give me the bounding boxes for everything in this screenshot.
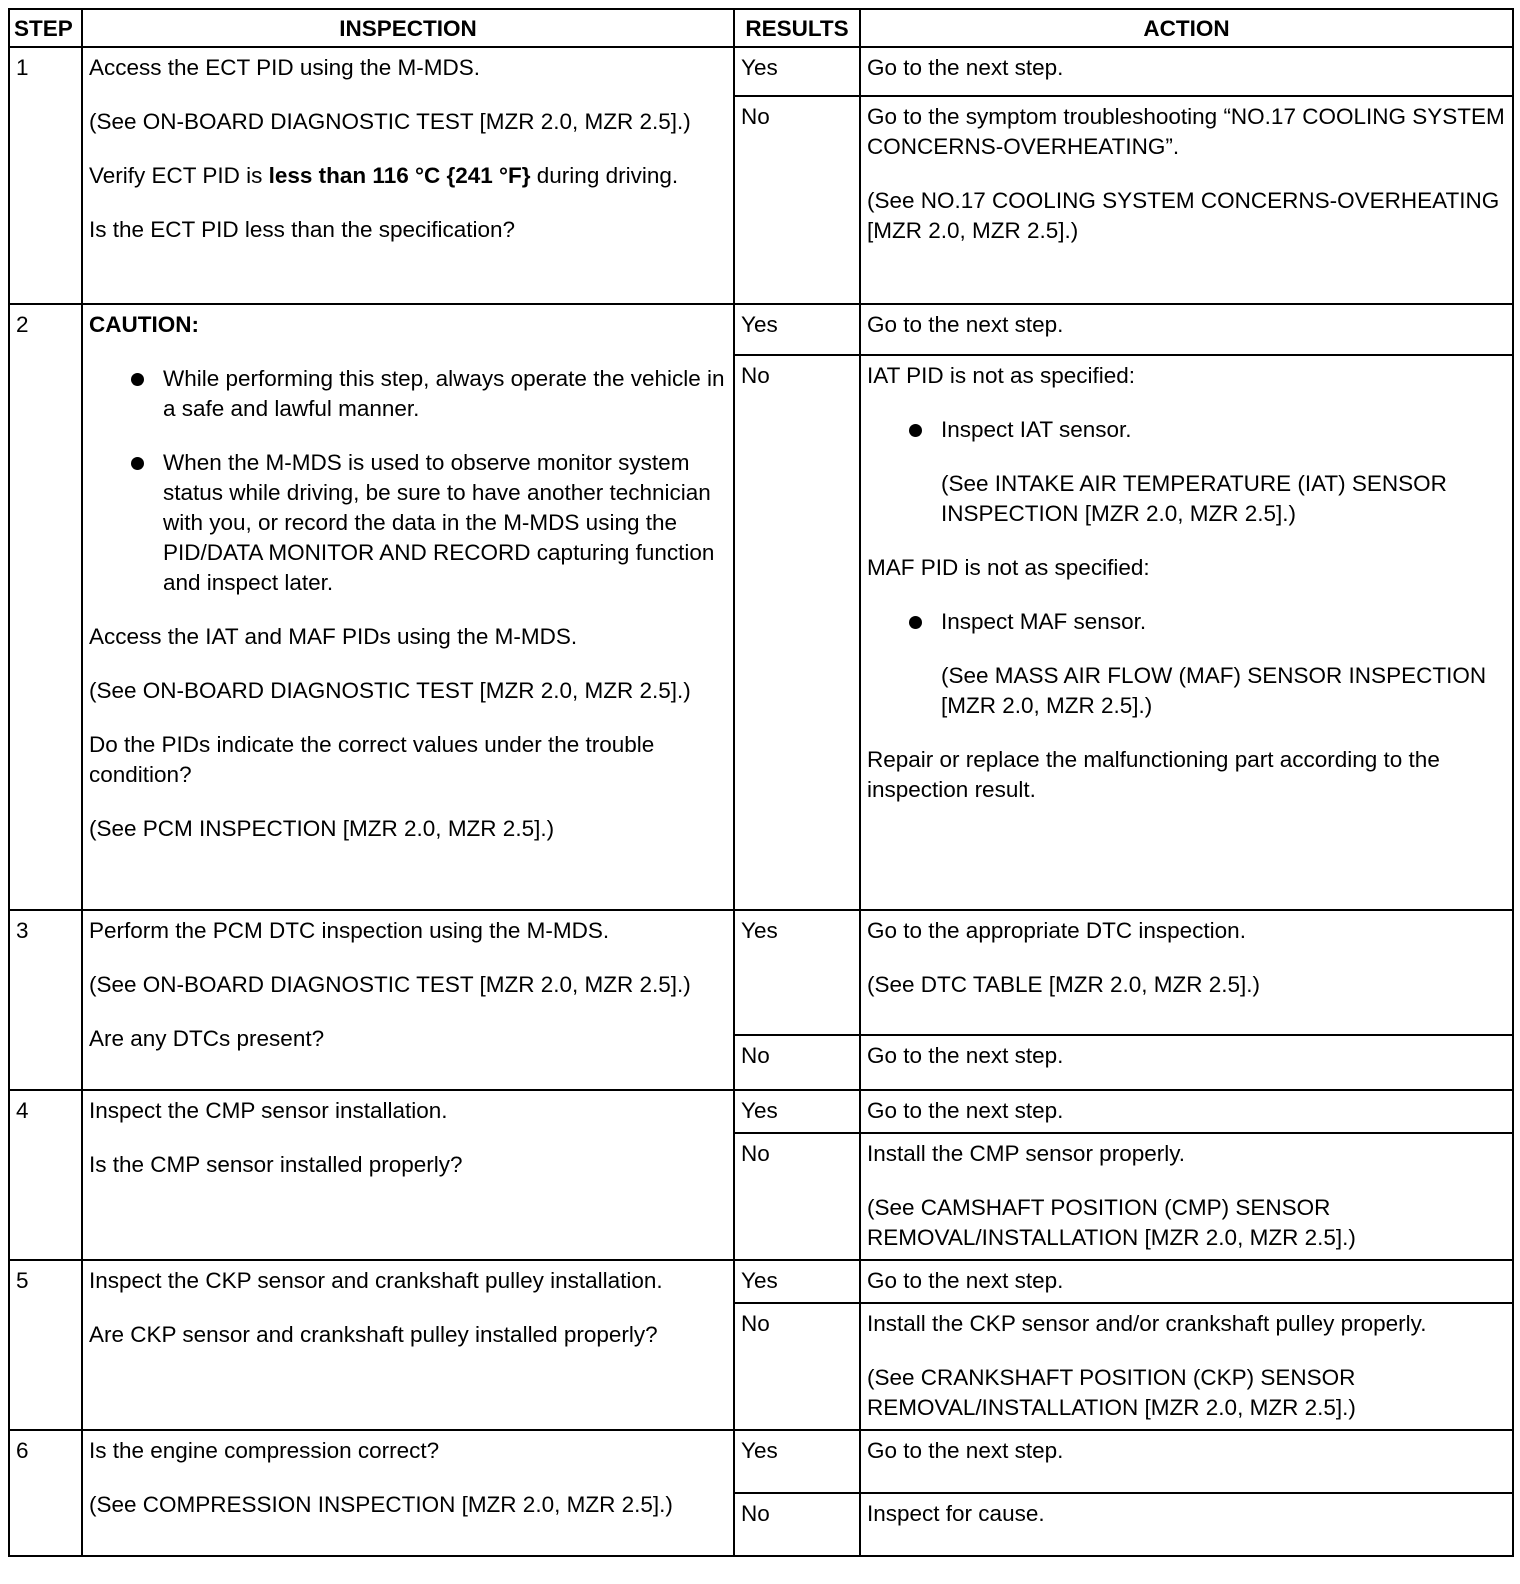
caution-item: When the M-MDS is used to observe monitor system status while driving, be sure to have another technician with you, or record the data in the M-MDS using the PID/DATA MONITOR AND RECORD capturing function and inspect later.: [125, 448, 727, 598]
action-reference: (See DTC TABLE [MZR 2.0, MZR 2.5].): [867, 972, 1261, 997]
result-no: No: [734, 355, 860, 910]
action-text: MAF PID is not as specified:: [867, 555, 1150, 580]
action-reference: (See CAMSHAFT POSITION (CMP) SENSOR REMOVAL/INSTALLATION [MZR 2.0, MZR 2.5].): [867, 1195, 1356, 1250]
step-4-yes-row: [9, 1090, 1513, 1133]
action-no: Inspect for cause.: [860, 1493, 1513, 1556]
step-1-yes-row: [9, 47, 1513, 96]
inspection-question: Are CKP sensor and crankshaft pulley installed properly?: [89, 1322, 658, 1347]
action-text: IAT PID is not as specified:: [867, 363, 1136, 388]
step-2-yes-row: [9, 304, 1513, 355]
result-no: No: [734, 1493, 860, 1556]
inspection-reference: (See PCM INSPECTION [MZR 2.0, MZR 2.5].): [89, 816, 555, 841]
step-6-yes-row: [9, 1430, 1513, 1493]
action-no: Go to the next step.: [860, 1035, 1513, 1090]
caution-heading: CAUTION:: [89, 312, 199, 337]
header-row: [9, 9, 1513, 47]
troubleshooting-document: [8, 8, 1514, 1557]
step-4-inspection: [82, 1090, 734, 1260]
result-yes: Yes: [734, 304, 860, 355]
inspection-text: Perform the PCM DTC inspection using the M-MDS.: [89, 918, 610, 943]
header-inspection: INSPECTION: [82, 9, 734, 47]
result-no: No: [734, 96, 860, 304]
step-number: 4: [9, 1090, 82, 1260]
inspection-reference: (See ON-BOARD DIAGNOSTIC TEST [MZR 2.0, MZR 2.5].): [89, 109, 691, 134]
action-yes: Go to the next step.: [860, 1430, 1513, 1493]
inspection-question: Are any DTCs present?: [89, 1026, 325, 1051]
result-no: No: [734, 1303, 860, 1430]
action-no: [860, 1303, 1513, 1430]
action-item: Inspect MAF sensor.: [903, 607, 1506, 637]
result-yes: Yes: [734, 1260, 860, 1303]
action-text: Go to the symptom troubleshooting “NO.17 COOLING SYSTEM CONCERNS-OVERHEATING”.: [867, 104, 1505, 159]
action-reference: (See CRANKSHAFT POSITION (CKP) SENSOR REMOVAL/INSTALLATION [MZR 2.0, MZR 2.5].): [867, 1365, 1356, 1420]
inspection-reference: (See ON-BOARD DIAGNOSTIC TEST [MZR 2.0, MZR 2.5].): [89, 678, 691, 703]
action-no: [860, 1133, 1513, 1260]
inspection-question: Do the PIDs indicate the correct values under the trouble condition?: [89, 732, 655, 787]
action-list: [867, 607, 1506, 637]
result-no: No: [734, 1035, 860, 1090]
inspection-text: Access the ECT PID using the M-MDS.: [89, 55, 480, 80]
step-6-inspection: [82, 1430, 734, 1556]
caution-list: [89, 364, 727, 598]
action-no: [860, 355, 1513, 910]
result-yes: Yes: [734, 1430, 860, 1493]
result-no: No: [734, 1133, 860, 1260]
inspection-text: Verify ECT PID is less than 116 °C {241 °F} during driving.: [89, 163, 679, 188]
action-yes: Go to the next step.: [860, 304, 1513, 355]
step-3-yes-row: [9, 910, 1513, 1035]
action-yes: [860, 910, 1513, 1035]
step-number: 5: [9, 1260, 82, 1430]
action-text: Install the CMP sensor properly.: [867, 1141, 1186, 1166]
action-yes: Go to the next step.: [860, 1260, 1513, 1303]
step-number: 6: [9, 1430, 82, 1556]
step-number: 2: [9, 304, 82, 910]
action-text: Install the CKP sensor and/or crankshaft pulley properly.: [867, 1311, 1427, 1336]
diagnostic-table: [8, 8, 1514, 1557]
action-yes: Go to the next step.: [860, 1090, 1513, 1133]
action-yes: Go to the next step.: [860, 47, 1513, 96]
header-step: STEP: [9, 9, 82, 47]
step-number: 3: [9, 910, 82, 1090]
header-results: RESULTS: [734, 9, 860, 47]
action-list: [867, 415, 1506, 445]
action-item: Inspect IAT sensor.: [903, 415, 1506, 445]
action-no: [860, 96, 1513, 304]
result-yes: Yes: [734, 1090, 860, 1133]
inspection-question: Is the CMP sensor installed properly?: [89, 1152, 463, 1177]
result-yes: Yes: [734, 910, 860, 1035]
step-5-yes-row: [9, 1260, 1513, 1303]
specification-value: less than 116 °C {241 °F}: [268, 163, 531, 188]
inspection-reference: (See ON-BOARD DIAGNOSTIC TEST [MZR 2.0, MZR 2.5].): [89, 972, 691, 997]
step-3-inspection: [82, 910, 734, 1090]
inspection-text: Inspect the CKP sensor and crankshaft pulley installation.: [89, 1268, 663, 1293]
step-2-inspection: [82, 304, 734, 910]
caution-item: While performing this step, always operate the vehicle in a safe and lawful manner.: [125, 364, 727, 424]
action-reference: (See NO.17 COOLING SYSTEM CONCERNS-OVERHEATING [MZR 2.0, MZR 2.5].): [867, 188, 1500, 243]
inspection-reference: (See COMPRESSION INSPECTION [MZR 2.0, MZR 2.5].): [89, 1492, 673, 1517]
step-number: 1: [9, 47, 82, 304]
action-text: Repair or replace the malfunctioning part according to the inspection result.: [867, 747, 1440, 802]
step-5-inspection: [82, 1260, 734, 1430]
inspection-question: Is the engine compression correct?: [89, 1438, 440, 1463]
header-action: ACTION: [860, 9, 1513, 47]
action-reference: (See INTAKE AIR TEMPERATURE (IAT) SENSOR INSPECTION [MZR 2.0, MZR 2.5].): [941, 471, 1447, 526]
inspection-text: Inspect the CMP sensor installation.: [89, 1098, 448, 1123]
step-1-inspection: [82, 47, 734, 304]
inspection-question: Is the ECT PID less than the specification?: [89, 217, 516, 242]
action-reference: (See MASS AIR FLOW (MAF) SENSOR INSPECTION [MZR 2.0, MZR 2.5].): [941, 663, 1487, 718]
result-yes: Yes: [734, 47, 860, 96]
action-text: Go to the appropriate DTC inspection.: [867, 918, 1246, 943]
inspection-text: Access the IAT and MAF PIDs using the M-MDS.: [89, 624, 578, 649]
